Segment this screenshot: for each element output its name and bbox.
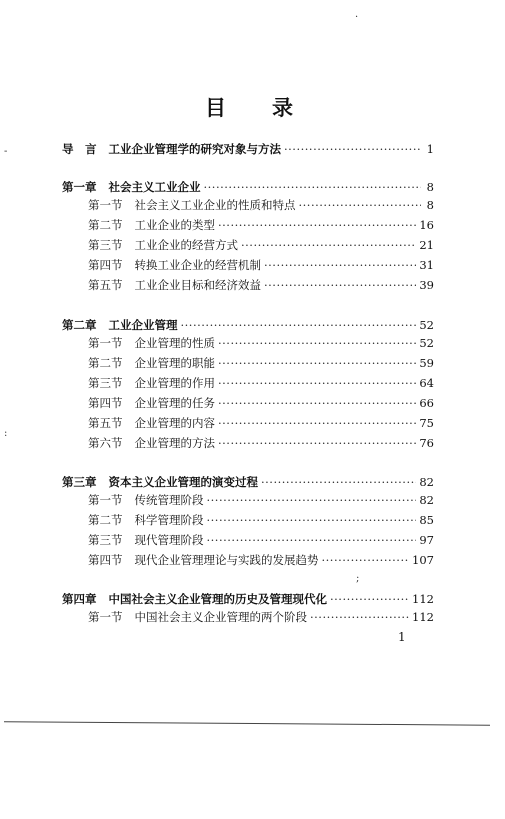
section-title: 社会主义工业企业的性质和特点 (134, 198, 296, 212)
leader-dots (284, 142, 421, 156)
intro-title: 工业企业管理学的研究对象与方法 (108, 142, 281, 156)
leader-dots (218, 356, 416, 370)
chapter-number: 第四章 (62, 592, 97, 606)
chapter-page: 8 (426, 180, 434, 194)
title-char-1: 目 (205, 95, 227, 120)
leader-dots (218, 336, 416, 350)
chapter-title: 中国社会主义企业管理的历史及管理现代化 (108, 592, 327, 606)
section-title: 企业管理的方法 (134, 436, 215, 450)
chapter-page: 112 (412, 592, 434, 606)
section-row (88, 396, 434, 410)
section-number: 第一节 (88, 610, 123, 624)
chapter-number: 第三章 (62, 475, 97, 489)
section-row (88, 553, 434, 567)
section-number: 第五节 (88, 416, 123, 430)
section-number: 第五节 (88, 278, 123, 292)
chapter-page: 52 (419, 318, 434, 332)
section-number: 第一节 (88, 198, 123, 212)
section-row (88, 278, 434, 292)
section-page: 66 (419, 396, 434, 410)
leader-dots (299, 198, 422, 212)
section-row (88, 198, 434, 212)
chapter-number: 第一章 (62, 180, 97, 194)
section-page: 39 (419, 278, 434, 292)
section-title: 现代企业管理理论与实践的发展趋势 (134, 553, 319, 567)
leader-dots (204, 180, 422, 194)
section-title: 工业企业的经营方式 (134, 238, 238, 252)
section-row (88, 356, 434, 370)
section-page: 82 (419, 493, 434, 507)
chapter-row (62, 475, 434, 489)
section-row (88, 493, 434, 507)
leader-dots (218, 416, 416, 430)
section-page: 16 (419, 218, 434, 232)
section-number: 第四节 (88, 553, 123, 567)
section-title: 转换工业企业的经营机制 (134, 258, 261, 272)
section-page: 59 (419, 356, 434, 370)
section-row (88, 533, 434, 547)
scan-speck: ; (356, 573, 360, 584)
leader-dots (207, 533, 417, 547)
leader-dots (310, 610, 409, 624)
section-row (88, 436, 434, 450)
intro-label: 导 言 (62, 142, 97, 156)
leader-dots (241, 238, 416, 252)
chapter-row (62, 318, 434, 332)
leader-dots (261, 475, 416, 489)
section-title: 工业企业目标和经济效益 (134, 278, 261, 292)
section-row (88, 416, 434, 430)
chapter-row (62, 180, 434, 194)
section-title: 企业管理的作用 (134, 376, 215, 390)
section-page: 107 (412, 553, 434, 567)
chapter-number: 第二章 (62, 318, 97, 332)
leader-dots (218, 218, 416, 232)
leader-dots (218, 376, 416, 390)
section-title: 企业管理的性质 (134, 336, 215, 350)
intro-page: 1 (426, 142, 434, 156)
section-number: 第一节 (88, 336, 123, 350)
chapter-title: 工业企业管理 (108, 318, 178, 332)
page-number: 1 (398, 630, 406, 644)
section-title: 企业管理的职能 (134, 356, 215, 370)
section-title: 工业企业的类型 (134, 218, 215, 232)
section-page: 85 (419, 513, 434, 527)
section-number: 第三节 (88, 533, 123, 547)
section-row (88, 218, 434, 232)
chapter-title: 资本主义企业管理的演变过程 (108, 475, 258, 489)
section-page: 64 (419, 376, 434, 390)
section-title: 传统管理阶段 (134, 493, 204, 507)
section-number: 第二节 (88, 218, 123, 232)
section-row (88, 238, 434, 252)
leader-dots (218, 436, 416, 450)
section-title: 企业管理的任务 (134, 396, 215, 410)
leader-dots (264, 258, 416, 272)
section-page: 75 (419, 416, 434, 430)
section-title: 科学管理阶段 (134, 513, 204, 527)
section-number: 第三节 (88, 238, 123, 252)
section-page: 112 (412, 610, 434, 624)
section-number: 第四节 (88, 396, 123, 410)
section-row (88, 610, 434, 624)
section-title: 中国社会主义企业管理的两个阶段 (134, 610, 307, 624)
leader-dots (264, 278, 416, 292)
section-page: 31 (419, 258, 434, 272)
section-page: 8 (426, 198, 434, 212)
section-number: 第四节 (88, 258, 123, 272)
toc-intro-row (62, 142, 434, 156)
leader-dots (322, 553, 410, 567)
section-number: 第二节 (88, 513, 123, 527)
chapter-row (62, 592, 434, 606)
section-row (88, 376, 434, 390)
chapter-title: 社会主义工业企业 (108, 180, 201, 194)
scan-speck: : (4, 428, 8, 439)
section-number: 第二节 (88, 356, 123, 370)
leader-dots (218, 396, 416, 410)
section-number: 第三节 (88, 376, 123, 390)
section-page: 97 (419, 533, 434, 547)
section-number: 第一节 (88, 493, 123, 507)
leader-dots (181, 318, 417, 332)
leader-dots (207, 493, 417, 507)
section-page: 76 (419, 436, 434, 450)
section-title: 现代管理阶段 (134, 533, 204, 547)
section-title: 企业管理的内容 (134, 416, 215, 430)
section-row (88, 258, 434, 272)
section-page: 52 (419, 336, 434, 350)
section-row (88, 336, 434, 350)
leader-dots (207, 513, 417, 527)
chapter-page: 82 (419, 475, 434, 489)
section-number: 第六节 (88, 436, 123, 450)
section-page: 21 (419, 238, 434, 252)
leader-dots (330, 592, 409, 606)
scan-speck: - (4, 146, 8, 157)
title-char-2: 录 (272, 95, 294, 120)
section-row (88, 513, 434, 527)
scan-speck: · (355, 12, 359, 23)
